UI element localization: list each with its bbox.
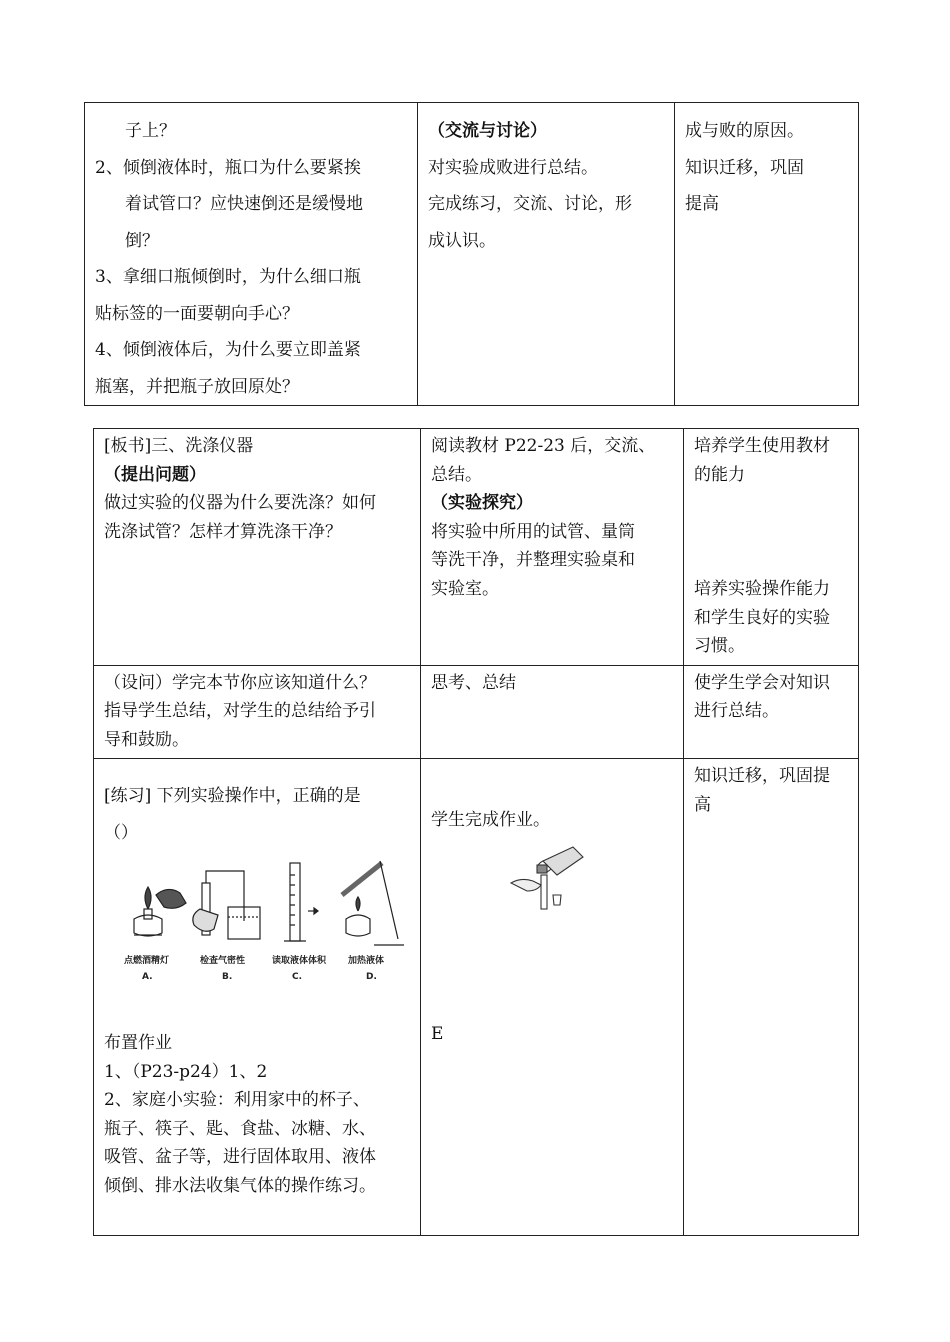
question-line: 2、倾倒液体时，瓶口为什么要紧挨 xyxy=(95,157,361,178)
question-line: （设问）学完本节你应该知道什么？ xyxy=(104,672,376,693)
intent-line: 提高 xyxy=(685,194,719,214)
section-heading: （提出问题） xyxy=(104,464,206,485)
question-line: 倒？ xyxy=(125,230,159,251)
section-heading: （实验探究） xyxy=(431,493,533,513)
intent-line: 的能力 xyxy=(694,464,745,485)
question-line: 瓶塞，并把瓶子放回原处？ xyxy=(95,376,299,397)
intent-line: 习惯。 xyxy=(694,636,745,656)
question-line: 着试管口？应快速倒还是缓慢地 xyxy=(125,194,363,214)
alcohol-lamp-drawing xyxy=(134,887,186,936)
table-row xyxy=(94,429,859,666)
question-line: 子上？ xyxy=(125,121,176,141)
table-row xyxy=(94,759,859,1236)
activity-line: 成认识。 xyxy=(428,230,496,251)
lab-operations-illustration xyxy=(104,855,404,983)
homework-line: 倾倒、排水法收集气体的操作练习。 xyxy=(104,1175,376,1196)
student-activity-cell xyxy=(418,103,675,406)
section-heading: （交流与讨论） xyxy=(428,121,547,141)
board-line: [板书]三、洗涤仪器 xyxy=(104,436,254,456)
intent-line: 高 xyxy=(694,794,711,815)
option-letter: E xyxy=(431,1024,444,1044)
question-line: 洗涤试管？怎样才算洗涤干净？ xyxy=(104,521,342,542)
graduated-cylinder-drawing xyxy=(284,863,318,941)
intent-cell xyxy=(684,429,859,666)
question-line: 做过实验的仪器为什么要洗涤？如何 xyxy=(104,493,376,513)
figure-letter: C. xyxy=(292,972,303,982)
intent-cell xyxy=(675,103,859,406)
intent-cell xyxy=(684,665,859,759)
activity-line: 思考、总结 xyxy=(431,672,516,693)
heating-liquid-drawing xyxy=(342,861,404,945)
teacher-cell xyxy=(94,665,421,759)
homework-line: 1、（P23-p24）1、2 xyxy=(104,1061,268,1082)
intent-line: 和学生良好的实验 xyxy=(694,607,830,628)
intent-line: 培养学生使用教材 xyxy=(694,436,830,456)
activity-line: 学生完成作业。 xyxy=(431,810,550,830)
figure-letter: A. xyxy=(142,972,153,982)
question-line: 贴标签的一面要朝向手心？ xyxy=(95,303,299,324)
figure-letter: D. xyxy=(366,972,377,982)
figure-label: 读取液体体积 xyxy=(272,956,327,966)
intent-line: 知识迁移，巩固提 xyxy=(694,766,830,786)
intent-line: 知识迁移，巩固 xyxy=(685,157,804,178)
table-continued xyxy=(84,102,859,406)
pouring-illustration xyxy=(507,843,675,927)
activity-line: 等洗干净，并整理实验桌和 xyxy=(431,550,635,570)
activity-line: 阅读教材 P22-23 后，交流、 xyxy=(431,436,656,456)
homework-line: 瓶子、筷子、匙、食盐、冰糖、水、 xyxy=(104,1118,376,1139)
student-activity-cell xyxy=(421,665,684,759)
question-line: 导和鼓励。 xyxy=(104,729,189,750)
lab-operations-figure xyxy=(104,855,412,983)
student-activity-cell xyxy=(421,759,684,1236)
pouring-icon xyxy=(507,843,587,917)
questions-cell xyxy=(85,103,418,406)
airtightness-drawing xyxy=(193,871,260,939)
homework-line: 2、家庭小实验：利用家中的杯子、 xyxy=(104,1090,370,1110)
exercise-line: [练习] 下列实验操作中，正确的是 xyxy=(104,786,361,806)
activity-line: 对实验成败进行总结。 xyxy=(428,157,598,178)
intent-cell xyxy=(684,759,859,1236)
activity-line: 实验室。 xyxy=(431,578,499,599)
teacher-cell xyxy=(94,429,421,666)
student-activity-cell xyxy=(421,429,684,666)
homework-title: 布置作业 xyxy=(104,1033,172,1053)
intent-line: 成与败的原因。 xyxy=(685,121,804,141)
table-row xyxy=(85,103,859,406)
table-row xyxy=(94,665,859,759)
figure-label: 加热液体 xyxy=(348,956,385,966)
intent-line: 进行总结。 xyxy=(694,701,779,721)
activity-line: 将实验中所用的试管、量筒 xyxy=(431,521,635,542)
homework-line: 吸管、盆子等，进行固体取用、液体 xyxy=(104,1147,376,1167)
answer-blank: （） xyxy=(104,822,138,843)
figure-label: 点燃酒精灯 xyxy=(124,956,170,966)
intent-line: 使学生学会对知识 xyxy=(694,672,830,693)
table-washing xyxy=(93,428,859,1236)
teacher-cell xyxy=(94,759,421,1236)
figure-label: 检查气密性 xyxy=(200,956,246,966)
activity-line: 总结。 xyxy=(431,464,482,485)
question-line: 4、倾倒液体后，为什么要立即盖紧 xyxy=(95,340,361,360)
activity-line: 完成练习，交流、讨论，形 xyxy=(428,194,632,214)
figure-letter: B. xyxy=(222,972,233,982)
question-line: 3、拿细口瓶倾倒时，为什么细口瓶 xyxy=(95,267,361,287)
question-line: 指导学生总结，对学生的总结给予引 xyxy=(104,701,376,721)
intent-line: 培养实验操作能力 xyxy=(694,579,830,599)
